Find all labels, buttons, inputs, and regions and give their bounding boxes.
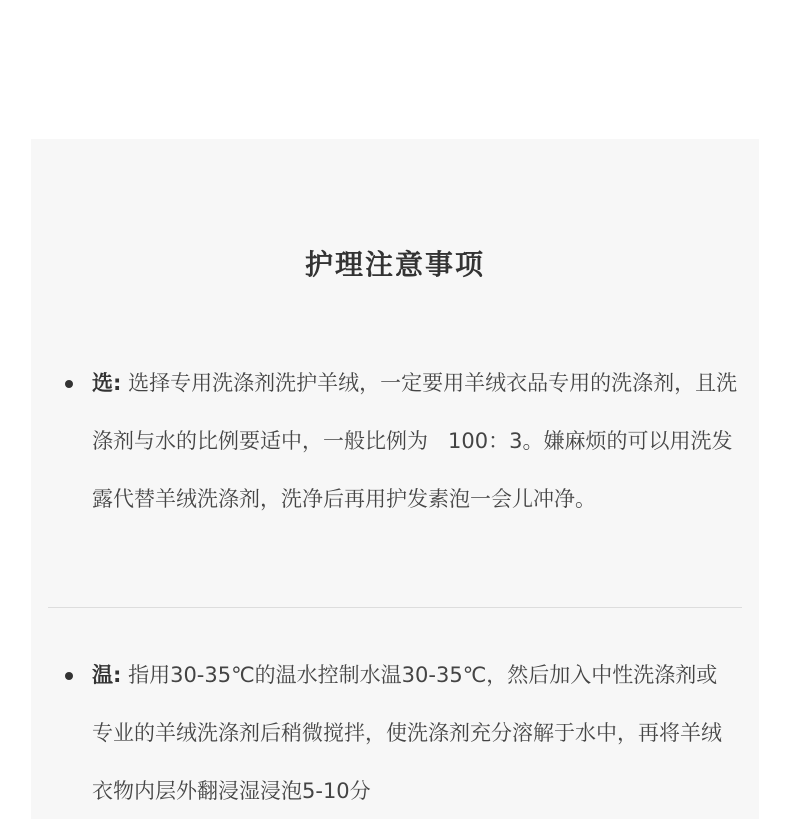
- care-tip-key: 温:: [92, 663, 122, 687]
- divider: [48, 607, 742, 608]
- care-tip-body: 选择专用洗涤剂洗护羊绒，一定要用羊绒衣品专用的洗涤剂，且洗涤剂与水的比例要适中，一般比例为 100：3。嫌麻烦的可以用洗发露代替羊绒洗涤剂，洗净后再用护发素泡一会儿冲净。: [92, 371, 738, 511]
- care-notes-title: 护理注意事项: [304, 248, 485, 281]
- care-tip-text: [92, 646, 738, 820]
- care-tip-body: 指用30-35℃的温水控制水温30-35℃，然后加入中性洗涤剂或专业的羊绒洗涤剂后稍微搅拌，使洗涤剂充分溶解于水中，再将羊绒衣物内层外翻浸湿浸泡5-10分: [92, 663, 722, 803]
- care-tip-key: 选:: [92, 371, 122, 395]
- bullet-icon: [65, 380, 73, 388]
- care-tip-text: [92, 354, 738, 528]
- bullet-icon: [65, 672, 73, 680]
